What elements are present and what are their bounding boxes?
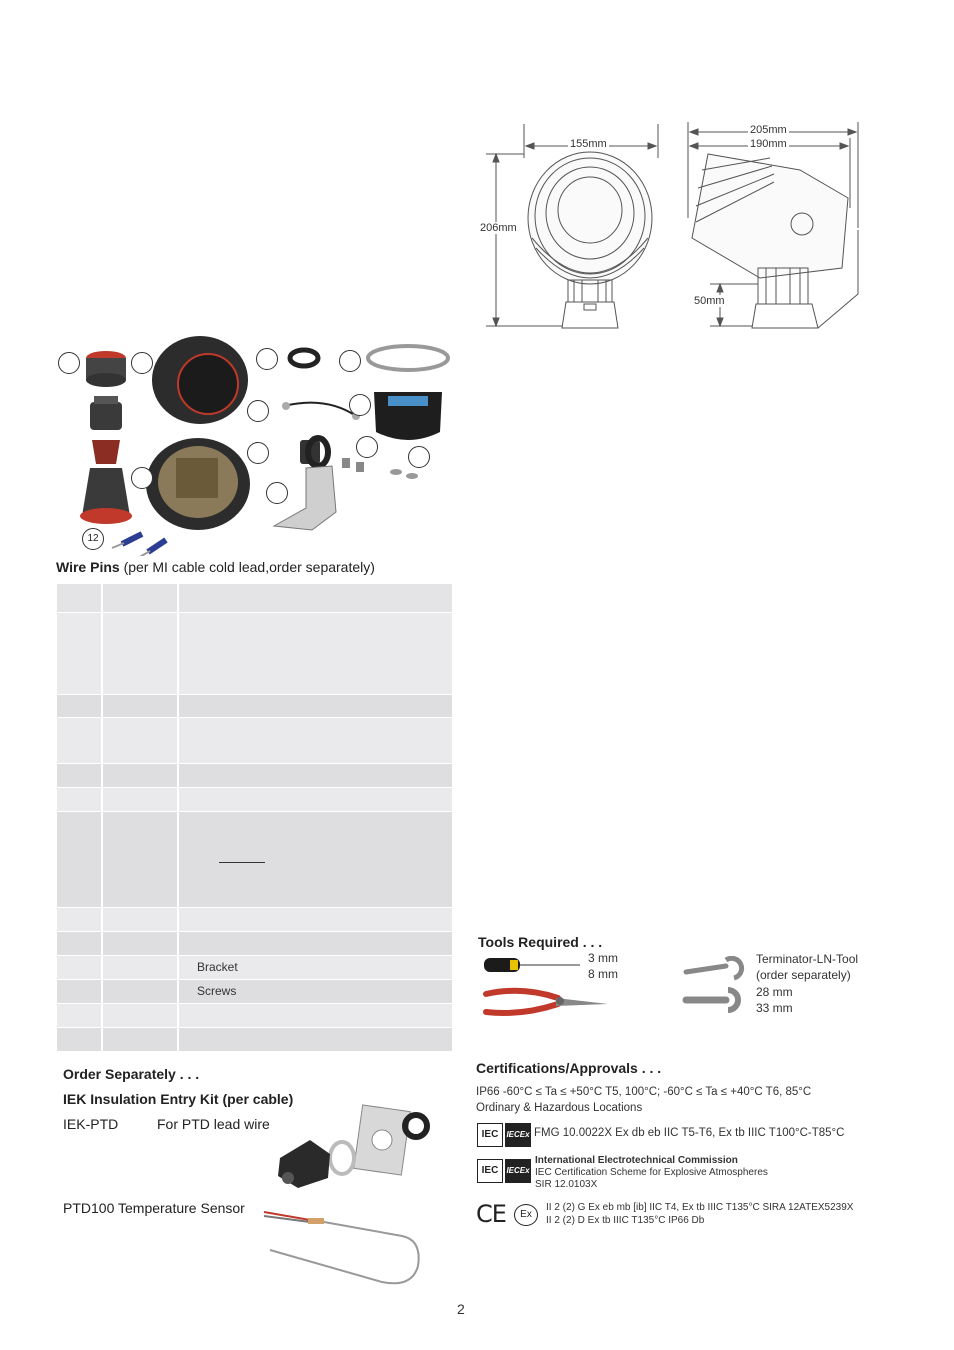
wrench-icon: [682, 956, 746, 1014]
table-cell-part: [102, 763, 178, 787]
dim-side-outer: 205mm: [750, 124, 787, 136]
table-cell-part: [102, 1003, 178, 1027]
pliers-icon: [482, 984, 612, 1018]
table-cell-part: [102, 694, 178, 717]
dim-front-width: 155mm: [570, 138, 607, 150]
table-cell-qty: [57, 612, 102, 694]
callout-7: [247, 442, 269, 464]
table-row: [57, 811, 452, 907]
table-row: [57, 1003, 452, 1027]
iec-logo-icon-2: IEC: [477, 1159, 503, 1183]
callout-6: [349, 394, 371, 416]
wire-pins-title: Wire Pins: [56, 559, 120, 575]
cert-iec-name: International Electrotechnical Commission: [535, 1155, 738, 1166]
table-row: [57, 1027, 452, 1051]
table-cell-desc: [178, 787, 452, 811]
table-cell-part: [102, 907, 178, 931]
cert-iec-cert: SIR 12.0103X: [535, 1179, 598, 1190]
table-cell-desc: [178, 584, 452, 612]
tool-note: (order separately): [756, 968, 851, 982]
cert-iec-scheme: IEC Certification Scheme for Explosive Atmospheres: [535, 1167, 768, 1178]
table-row: [57, 694, 452, 717]
ptd-sensor-illustration: [262, 1206, 426, 1290]
tool-name: Terminator-LN-Tool: [756, 952, 859, 966]
callout-2: [131, 352, 153, 374]
cert-atex-line-2: II 2 (2) D Ex tb IIIC T135°C IP66 Db: [546, 1215, 705, 1226]
table-cell-desc: [178, 763, 452, 787]
cert-fm-line: FMG 10.0022X Ex db eb IIC T5-T6, Ex tb IIIC T100°C-T85°C: [534, 1127, 845, 1139]
table-cell-qty: [57, 787, 102, 811]
table-cell-qty: [57, 979, 102, 1003]
table-row: [57, 979, 452, 1003]
dim-height: 206mm: [480, 222, 517, 234]
table-cell-qty: [57, 811, 102, 907]
table-row: [57, 763, 452, 787]
table-cell-desc: [178, 612, 452, 694]
table-row: [57, 931, 452, 955]
dim-side-inner: 190mm: [750, 138, 787, 150]
table-cell-part: [102, 931, 178, 955]
divider: [219, 862, 265, 863]
table-cell-part: [102, 1027, 178, 1051]
cert-ip-line: IP66 -60°C ≤ Ta ≤ +50°C T5, 100°C; -60°C ≤ Ta ≤ +40°C T6, 85°C: [476, 1086, 812, 1098]
iecex-logo-icon: IECEx: [505, 1123, 531, 1147]
dim-base-height: 50mm: [694, 295, 725, 307]
table-row: [57, 907, 452, 931]
wire-pins-caption: [56, 559, 375, 575]
table-cell-qty: [57, 907, 102, 931]
table-row: [57, 717, 452, 763]
parts-table: [57, 584, 452, 1052]
iek-kit-illustration: [270, 1102, 440, 1202]
table-cell-part: [102, 612, 178, 694]
page-number: 2: [457, 1301, 465, 1317]
table-cell-desc: [178, 717, 452, 763]
table-cell-desc: [178, 1027, 452, 1051]
screwdriver-size-1: 3 mm: [588, 951, 618, 965]
certifications-heading: Certifications/Approvals . . .: [476, 1060, 662, 1076]
table-cell-qty: [57, 1027, 102, 1051]
callout-3: [256, 348, 278, 370]
table-cell-part: [102, 979, 178, 1003]
callout-12: 12: [82, 528, 104, 550]
table-cell-qty: [57, 717, 102, 763]
callout-10: [131, 467, 153, 489]
iecex-logo-icon-2: IECEx: [505, 1159, 531, 1183]
table-cell-desc: Screws: [178, 979, 452, 1003]
table-cell-desc: [178, 1003, 452, 1027]
callout-5: [247, 400, 269, 422]
cert-locations: Ordinary & Hazardous Locations: [476, 1102, 643, 1114]
table-cell-qty: [57, 763, 102, 787]
sensor-label: PTD100 Temperature Sensor: [63, 1200, 245, 1216]
callout-4: [339, 350, 361, 372]
table-row: [57, 612, 452, 694]
table-cell-qty: [57, 694, 102, 717]
table-row: [57, 584, 452, 612]
tools-heading: Tools Required . . .: [478, 934, 603, 950]
table-cell-desc: Bracket: [178, 955, 452, 979]
screwdriver-size-2: 8 mm: [588, 967, 618, 981]
callout-8: [356, 436, 378, 458]
wrench-size-2: 33 mm: [756, 1001, 793, 1015]
table-cell-desc: [178, 811, 452, 907]
table-cell-qty: [57, 955, 102, 979]
table-cell-desc: [178, 907, 452, 931]
table-cell-part: [102, 787, 178, 811]
wrench-size-1: 28 mm: [756, 985, 793, 999]
iek-kit-desc: For PTD lead wire: [157, 1116, 270, 1132]
table-cell-desc: [178, 694, 452, 717]
table-cell-qty: [57, 931, 102, 955]
callout-11: [266, 482, 288, 504]
order-separately-heading: Order Separately . . .: [63, 1066, 200, 1082]
screwdriver-icon: [482, 955, 582, 975]
table-cell-part: [102, 811, 178, 907]
table-row: [57, 787, 452, 811]
callout-1: [58, 352, 80, 374]
wire-pins-subtitle: (per MI cable cold lead,order separately): [123, 559, 375, 575]
iek-kit-heading: IEK Insulation Entry Kit (per cable): [63, 1091, 294, 1107]
cert-atex-line-1: II 2 (2) G Ex eb mb [ib] IIC T4, Ex tb IIIC T135°C SIRA 12ATEX5239X: [546, 1202, 854, 1213]
iec-logo-icon: IEC: [477, 1123, 503, 1147]
callout-9: [408, 446, 430, 468]
iek-kit-code: IEK-PTD: [63, 1116, 119, 1132]
ce-mark-icon: CE: [476, 1200, 506, 1228]
table-cell-part: [102, 955, 178, 979]
dimension-drawing: [470, 118, 870, 338]
ex-mark-icon: Ex: [514, 1204, 538, 1226]
table-cell-qty: [57, 1003, 102, 1027]
table-cell-part: [102, 717, 178, 763]
table-cell-part: [102, 584, 178, 612]
table-cell-desc: [178, 931, 452, 955]
table-row: [57, 955, 452, 979]
table-cell-qty: [57, 584, 102, 612]
